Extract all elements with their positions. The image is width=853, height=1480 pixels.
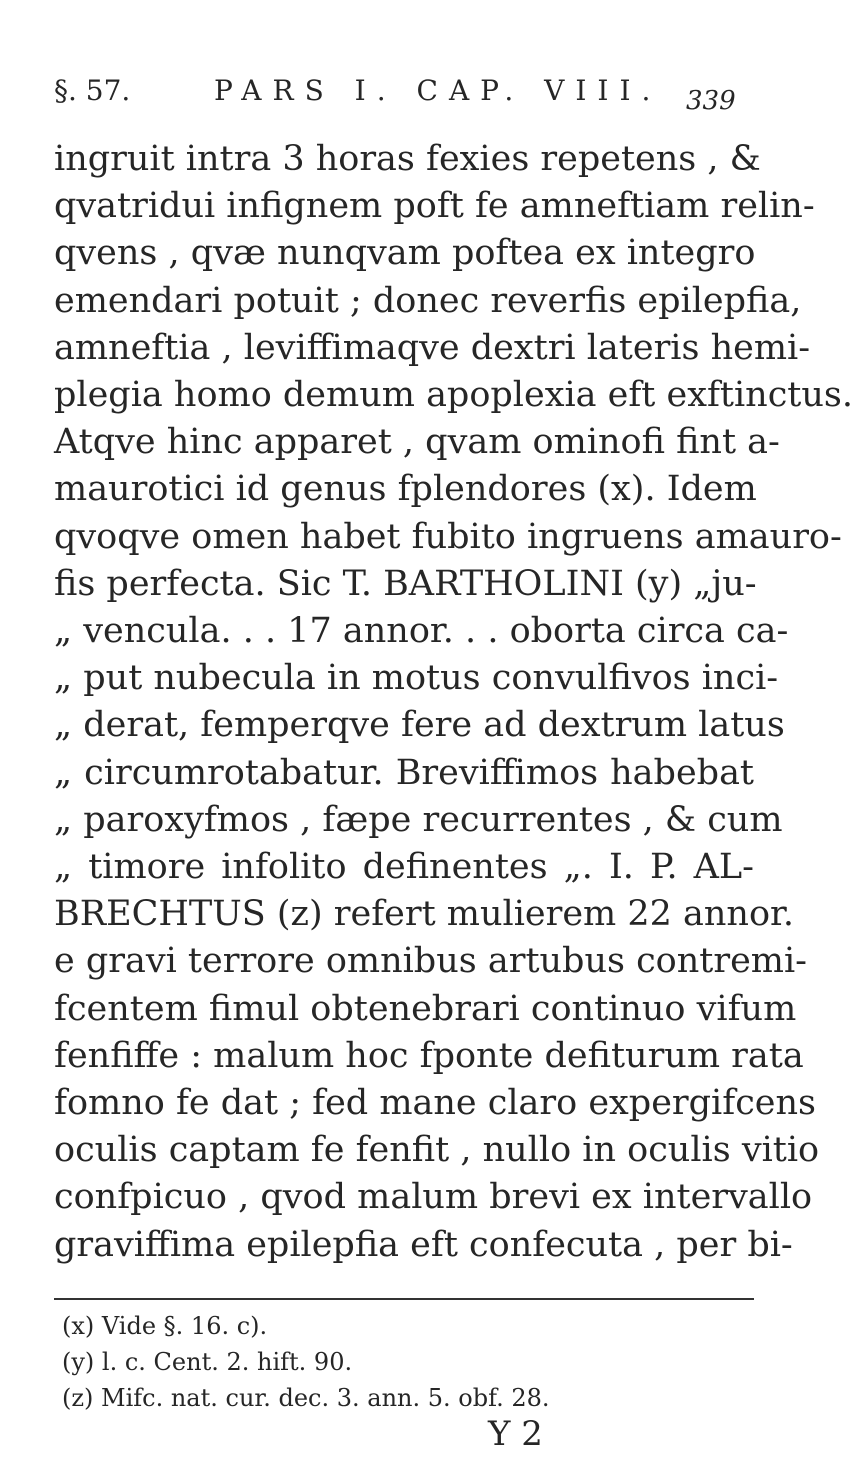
footnote: (z) Mifc. nat. cur. dec. 3. ann. 5. obf. 28.	[62, 1384, 550, 1412]
main-text	[54, 136, 853, 1269]
text-line: confpicuo , qvod malum brevi ex intervallo	[54, 1177, 813, 1218]
text-line: fenfiffe : malum hoc fponte defiturum rata	[54, 1035, 804, 1076]
text-line: plegia homo demum apoplexia eft exftinctus.	[54, 375, 853, 416]
text-line: ingruit intra 3 horas fexies repetens , &	[54, 139, 761, 179]
section-number: §. 57.	[54, 74, 131, 107]
text-line: oculis captam fe fenfit , nullo in oculis vitio	[54, 1130, 820, 1171]
text-line: amneftia , leviffimaqve dextri lateris hemi-	[54, 327, 811, 368]
footnote: (x) Vide §. 16. c).	[62, 1312, 268, 1340]
running-header	[54, 64, 754, 134]
text-line: qvatridui infignem poft fe amneftiam relin-	[54, 186, 815, 227]
text-line: „ circumrotabatur. Breviffimos habebat	[54, 752, 754, 793]
text-line: qvens , qvæ nunqvam poftea ex integro	[54, 233, 756, 274]
text-line: „ paroxyfmos , fæpe recurrentes , & cum	[54, 799, 783, 840]
footnotes	[62, 1308, 702, 1416]
text-line: qvoqve omen habet fubito ingruens amauro-	[54, 516, 842, 557]
text-line: fcentem fimul obtenebrari continuo vifum	[54, 988, 797, 1029]
page-number: 339	[686, 86, 736, 116]
footnote: (y) l. c. Cent. 2. hift. 90.	[62, 1348, 353, 1376]
text-line: „ timore infolito definentes „. I. P. AL-	[54, 847, 754, 888]
text-line: BRECHTUS (z) refert mulierem 22 annor.	[54, 894, 795, 935]
text-line: graviffima epilepfia eft confecuta , per bi-	[54, 1224, 793, 1265]
text-line: e gravi terrore omnibus artubus contremi-	[54, 941, 808, 982]
footnote-divider	[54, 1298, 754, 1300]
text-line: fis perfecta. Sic T. BARTHOLINI (y) „ju-	[54, 563, 757, 604]
text-line: maurotici id genus fplendores (x). Idem	[54, 469, 757, 510]
text-line: Atqve hinc apparet , qvam ominofi fint a-	[54, 422, 780, 463]
text-line: „ vencula. . . 17 annor. . . oborta circa ca-	[54, 611, 789, 652]
text-line: emendari potuit ; donec reverfis epilepfia,	[54, 280, 802, 321]
text-line: „ put nubecula in motus convulfivos inci-	[54, 658, 779, 699]
running-title: PARS I. CAP. VIII.	[214, 74, 662, 107]
text-line: „ derat, femperqve fere ad dextrum latus	[54, 705, 785, 746]
text-line: fomno fe dat ; fed mane claro expergifcens	[54, 1083, 817, 1124]
signature-mark: Y 2	[488, 1414, 543, 1454]
